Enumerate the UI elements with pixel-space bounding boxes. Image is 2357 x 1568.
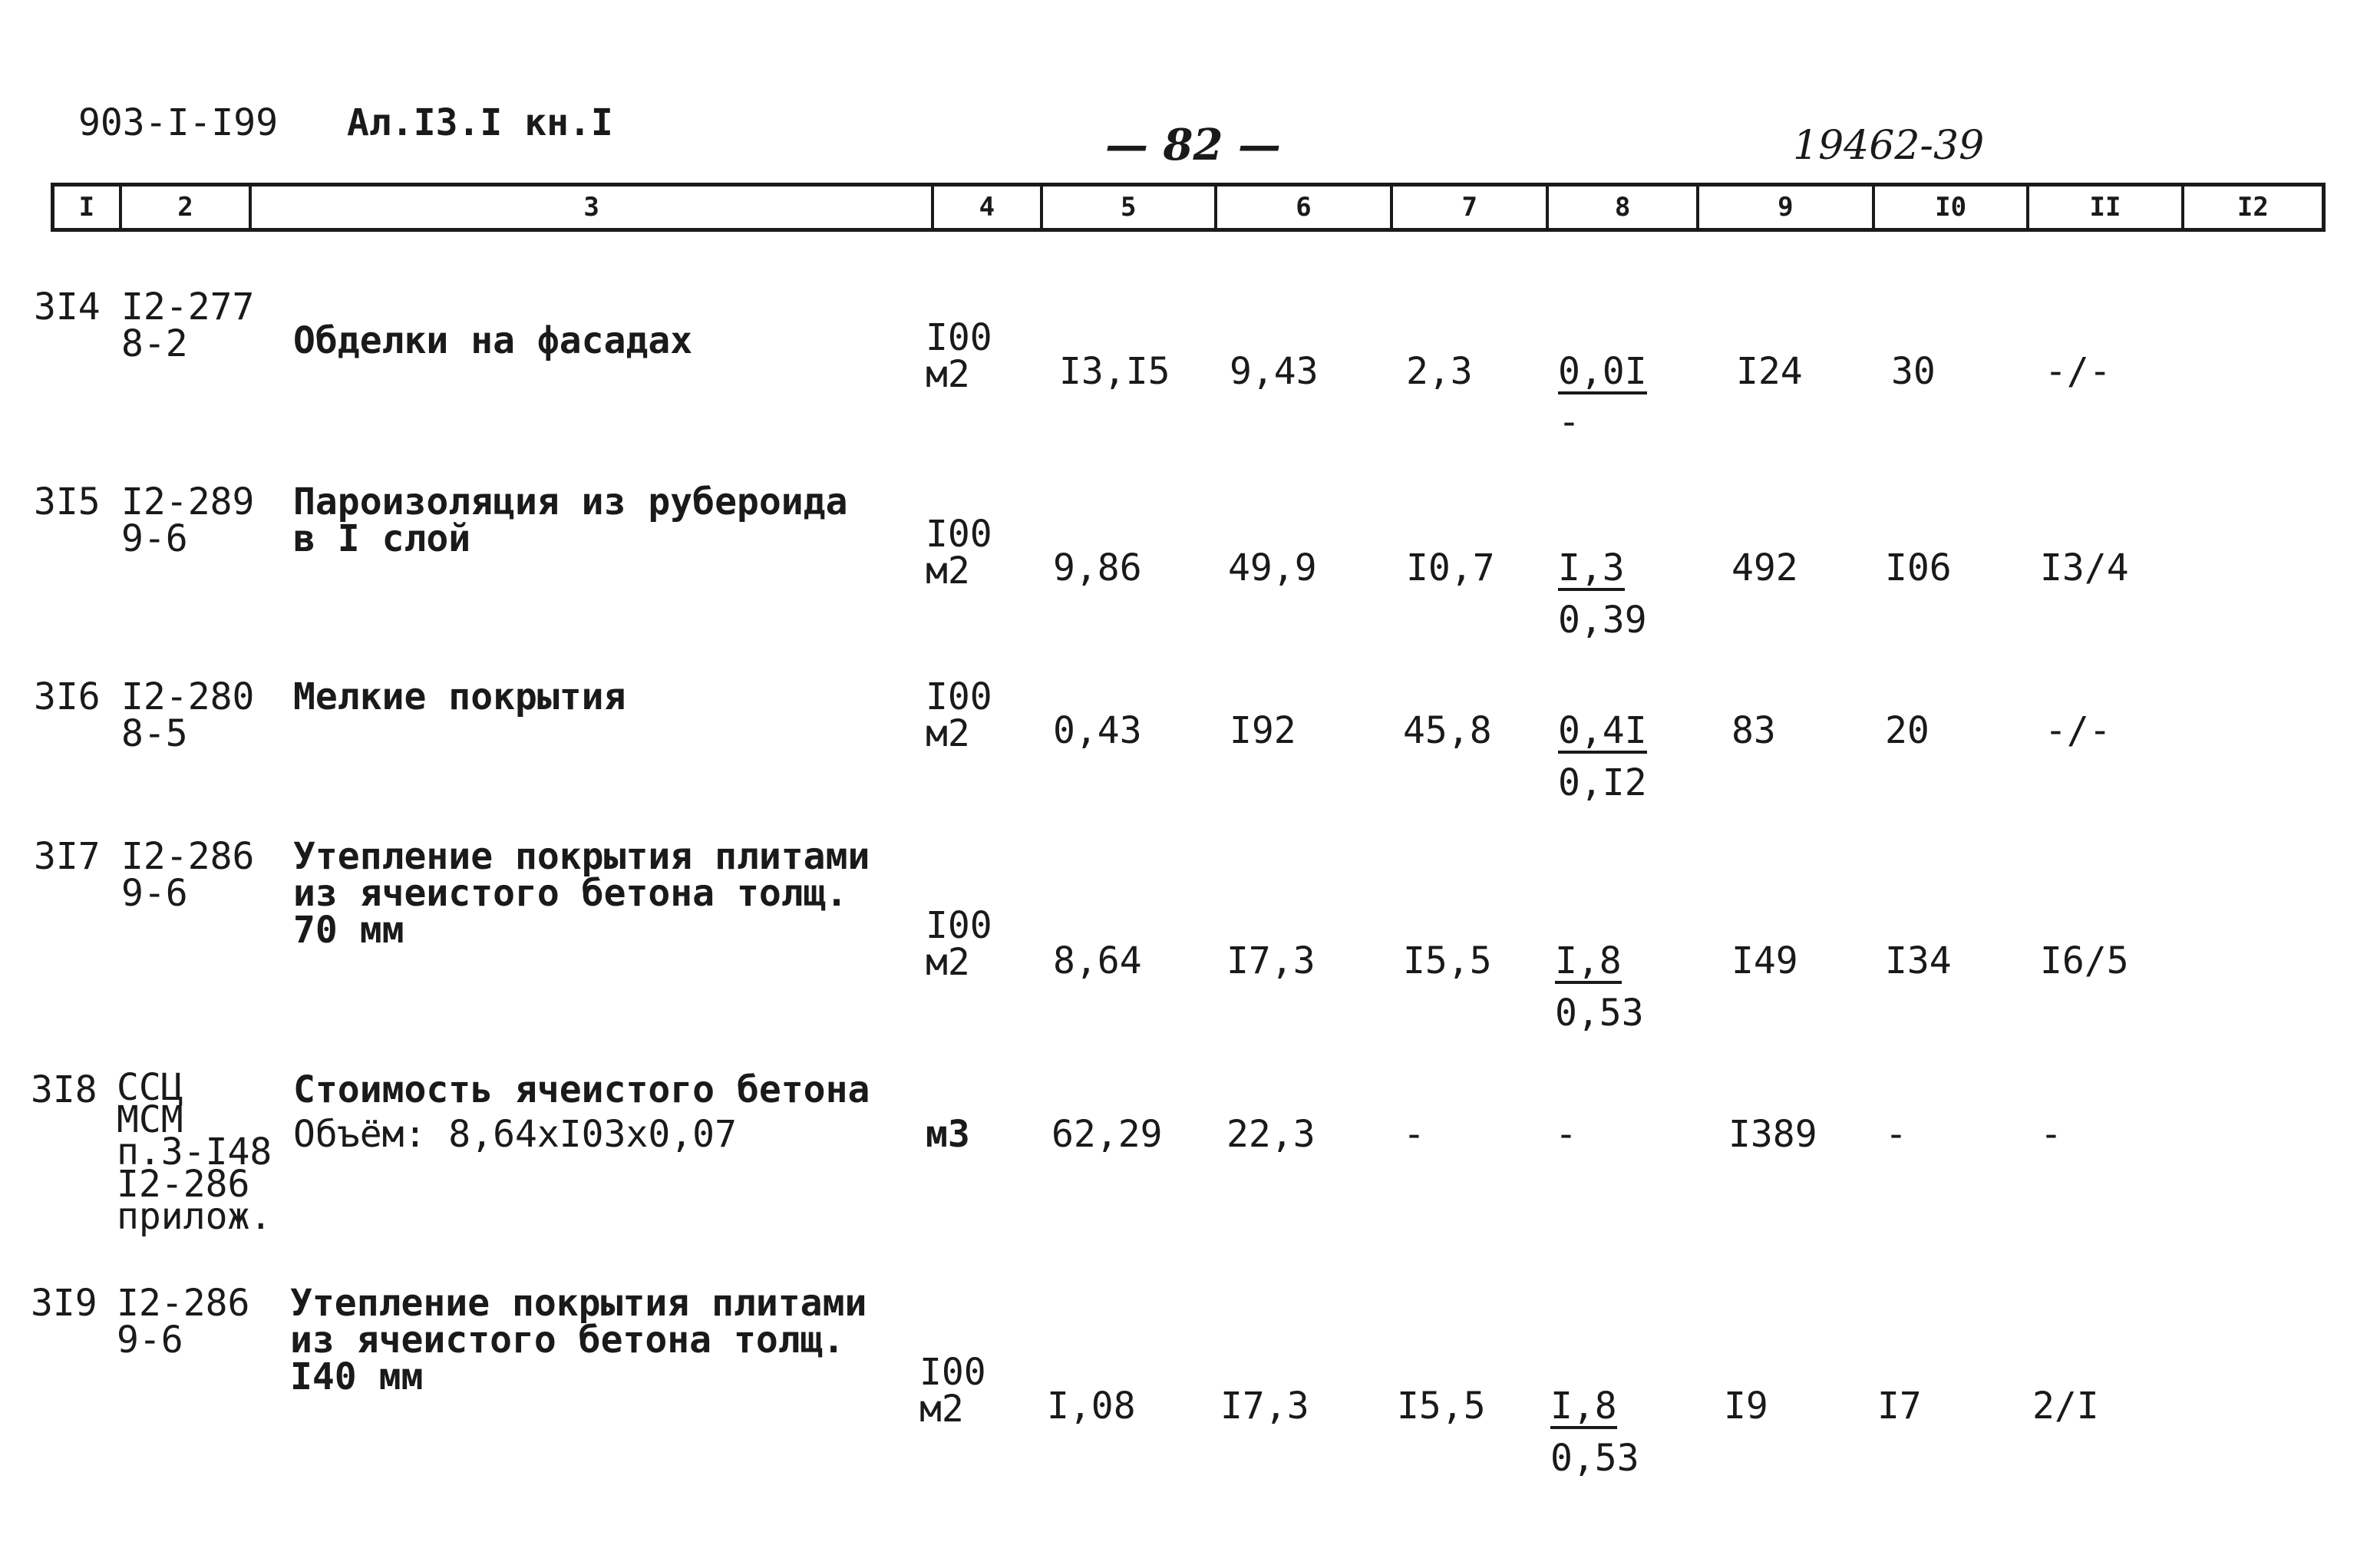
- unit-of-measure: I00 м2: [919, 1351, 986, 1431]
- col-header-4: 4: [934, 187, 1043, 228]
- unit-cost: I92: [1230, 709, 1296, 752]
- machine-cost: -: [1555, 1113, 1577, 1156]
- quantity: 62,29: [1051, 1113, 1163, 1156]
- wages: -: [1403, 1113, 1425, 1156]
- row-number: 3I4: [34, 286, 101, 328]
- doc-code: 903-I-I99: [78, 101, 279, 144]
- machine-cost: I,8: [1550, 1385, 1617, 1428]
- column-number-bar: [51, 183, 2326, 232]
- row-number: 3I8: [31, 1068, 97, 1111]
- total-machine-cost: -/-: [2045, 350, 2111, 393]
- col-header-7: 7: [1393, 187, 1549, 228]
- col-header-12: I2: [2237, 192, 2269, 223]
- price-code: ССЦ МСМ п.3-I48 I2-286 прилож.: [117, 1066, 272, 1238]
- total-cost: I24: [1736, 350, 1803, 393]
- col-header-6: 6: [1217, 187, 1393, 228]
- quantity: I3,I5: [1059, 350, 1170, 393]
- work-description: Стоимость ячеистого бетона: [293, 1068, 870, 1111]
- wages: I5,5: [1403, 939, 1492, 982]
- total-wages: I06: [1885, 546, 1952, 589]
- price-code: I2-289 9-6: [121, 480, 255, 560]
- total-cost: I9: [1724, 1385, 1768, 1428]
- unit-of-measure: I00 м2: [926, 904, 992, 984]
- unit-cost: I7,3: [1226, 939, 1315, 982]
- unit-cost: 49,9: [1228, 546, 1317, 589]
- page-number: — 82 —: [1105, 120, 1281, 170]
- quantity: 0,43: [1053, 709, 1142, 752]
- unit-of-measure: I00 м2: [926, 513, 992, 593]
- album-reference: Ал.I3.I кн.I: [347, 101, 613, 144]
- row-number: 3I6: [34, 675, 101, 718]
- total-machine-cost: -/-: [2045, 709, 2111, 752]
- unit-cost: 9,43: [1230, 350, 1319, 393]
- table-row: [0, 1282, 2357, 1484]
- col-header-2: 2: [122, 187, 252, 228]
- total-machine-cost: -: [2040, 1113, 2062, 1156]
- total-wages: 30: [1891, 350, 1936, 393]
- total-wages: 20: [1885, 709, 1930, 752]
- work-description: Утепление покрытия плитами из ячеистого бетона толщ. I40 мм: [290, 1282, 867, 1398]
- col-header-5: 5: [1043, 187, 1217, 228]
- work-description: Мелкие покрытия: [293, 675, 626, 718]
- col-header-11: II: [2029, 187, 2184, 228]
- machine-cost: I,3: [1558, 546, 1625, 589]
- price-code: I2-286 9-6: [117, 1282, 250, 1362]
- quantity: 8,64: [1053, 939, 1142, 982]
- total-wages: I34: [1885, 939, 1952, 982]
- table-row: [0, 286, 2357, 488]
- machine-wages: 0,53: [1555, 992, 1644, 1035]
- total-cost: 83: [1731, 709, 1776, 752]
- row-number: 3I9: [31, 1282, 97, 1325]
- total-machine-cost: I3/4: [2040, 546, 2129, 589]
- machine-cost: 0,4I: [1558, 709, 1647, 752]
- wages: 45,8: [1403, 709, 1492, 752]
- unit-of-measure: м3: [926, 1113, 970, 1156]
- total-machine-cost: I6/5: [2040, 939, 2129, 982]
- work-description: Пароизоляция из рубероида в I слой: [293, 480, 848, 560]
- col-header-1: I: [54, 187, 122, 228]
- machine-cost: I,8: [1555, 939, 1622, 982]
- machine-wages: 0,53: [1550, 1437, 1639, 1480]
- machine-wages: 0,39: [1558, 599, 1647, 642]
- machine-cost: 0,0I: [1558, 350, 1647, 393]
- wages: I5,5: [1397, 1385, 1486, 1428]
- col-header-3: 3: [252, 187, 934, 228]
- table-row: [0, 480, 2357, 683]
- col-header-8: 8: [1549, 187, 1698, 228]
- col-header-10: I0: [1875, 187, 2029, 228]
- inventory-number: 19462-39: [1793, 123, 1985, 169]
- work-description: Обделки на фасадах: [293, 319, 693, 362]
- unit-cost: 22,3: [1226, 1113, 1315, 1156]
- volume-formula: Объём: 8,64хI03х0,07: [293, 1113, 737, 1156]
- work-description: Утепление покрытия плитами из ячеистого бетона толщ. 70 мм: [293, 835, 870, 952]
- table-row: [0, 1066, 2357, 1271]
- machine-wages: -: [1558, 401, 1580, 444]
- total-wages: I7: [1877, 1385, 1922, 1428]
- total-wages: -: [1885, 1113, 1907, 1156]
- table-row: [0, 835, 2357, 1038]
- quantity: I,08: [1047, 1385, 1136, 1428]
- total-cost: 492: [1731, 546, 1798, 589]
- unit-cost: I7,3: [1220, 1385, 1309, 1428]
- row-number: 3I7: [34, 835, 101, 878]
- row-number: 3I5: [34, 480, 101, 523]
- price-code: I2-277 8-2: [121, 286, 255, 365]
- wages: 2,3: [1406, 350, 1473, 393]
- quantity: 9,86: [1053, 546, 1142, 589]
- col-header-9: 9: [1699, 187, 1875, 228]
- unit-of-measure: I00 м2: [926, 316, 992, 396]
- total-cost: I389: [1728, 1113, 1817, 1156]
- price-code: I2-286 9-6: [121, 835, 255, 915]
- price-code: I2-280 8-5: [121, 675, 255, 755]
- total-cost: I49: [1731, 939, 1798, 982]
- total-machine-cost: 2/I: [2032, 1385, 2099, 1428]
- wages: I0,7: [1406, 546, 1495, 589]
- machine-wages: 0,I2: [1558, 761, 1647, 804]
- unit-of-measure: I00 м2: [926, 675, 992, 755]
